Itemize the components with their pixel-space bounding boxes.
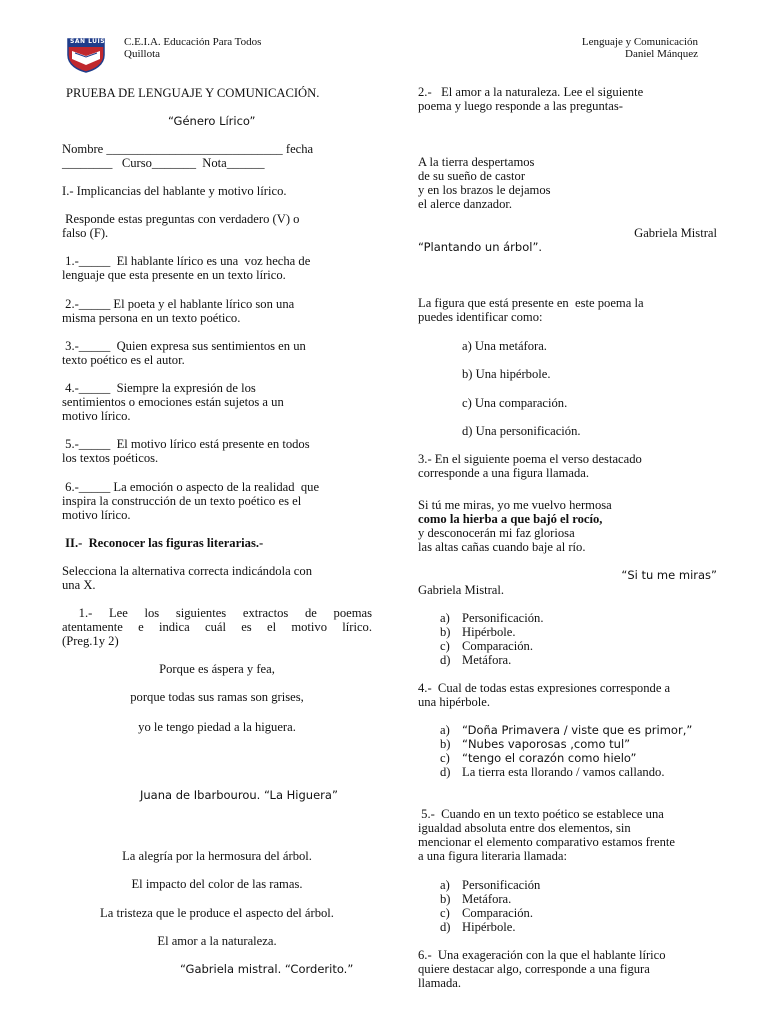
section2-title: II.- Reconocer las figuras literarias.- [62,536,264,550]
question-3: 3.-_____ Quien expresa sus sentimientos en un texto poético es el autor. [62,339,306,367]
option-4b: b) “Nubes vaporosas ,como tul” [440,737,631,751]
teacher-name: Daniel Mánquez [625,48,698,60]
question-6: 6.-_____ La emoción o aspecto de la realidad que inspira la construcción de un texto poético es el motivo lírico. [62,480,320,522]
question-1: 1.-_____ El hablante lírico es una voz hecha de lenguaje que esta presente en un texto lírico. [62,254,311,282]
figure-option-d: d) Una personificación. [462,424,581,438]
item-3: 3.- En el siguiente poema el verso destacado corresponde a una figura llamada. [418,452,642,480]
question-4: 4.-_____ Siempre la expresión de los sentimientos o emociones están sujetos a un motivo lírico. [62,381,284,423]
item-5: 5.- Cuando en un texto poético se establece una igualdad absoluta entre dos elementos, sin mencionar el elemento comparativo estamos frente a una figura literaria llamada: [418,807,676,863]
option-4: El amor a la naturaleza. [157,934,277,948]
poem3-author: Gabriela Mistral. [418,583,505,597]
section1-title: I.- Implicancias del hablante y motivo lírico. [62,184,287,198]
figure-option-b: b) Una hipérbole. [462,367,551,381]
poem1-line-1: Porque es áspera y fea, [159,662,275,676]
option-3c: c) Comparación. [440,639,533,653]
option-5b: b) Metáfora. [440,892,512,906]
option-3b: b) Hipérbole. [440,625,516,639]
course-line: ________ Curso_______ Nota______ [62,156,265,170]
name-line: Nombre ____________________________ fecha [62,142,314,156]
item-6: 6.- Una exageración con la que el hablante lírico quiere destacar algo, corresponde a una figura llamada. [418,948,666,990]
school-name: C.E.I.A. Educación Para Todos [124,36,262,48]
poem2-title: “Plantando un árbol”. [418,240,543,254]
poem2-author: Gabriela Mistral [634,226,717,240]
section1-instructions: Responde estas preguntas con verdadero (V) o falso (F). [62,212,300,240]
options-5 [440,878,540,934]
question-5: 5.-_____ El motivo lírico está presente en todos los textos poéticos. [62,437,310,465]
option-1: La alegría por la hermosura del árbol. [122,849,312,863]
logo-text: SAN LUIS [70,38,106,45]
option-4a: a) “Doña Primavera / viste que es primor,” [440,723,693,737]
option-3d: d) Metáfora. [440,653,512,667]
option-5a: a) Personificación [440,878,541,892]
options-3 [440,611,543,667]
option-3: La tristeza que le produce el aspecto del árbol. [100,906,334,920]
poem3-title: “Si tu me miras” [621,568,717,582]
subject-name: Lenguaje y Comunicación [581,36,698,48]
figure-question: La figura que está presente en este poema la puedes identificar como: [418,296,644,324]
item-4: 4.- Cual de todas estas expresiones corresponde a una hipérbole. [418,681,671,709]
school-city: Quillota [124,48,161,60]
option-3a: a) Personificación. [440,611,544,625]
option-4d: d) La tierra esta llorando / vamos callando. [440,765,665,779]
option-5c: c) Comparación. [440,906,533,920]
question-2: 2.-_____ El poeta y el hablante lírico son una misma persona en un texto poético. [62,297,295,325]
poem3: Si tú me miras, yo me vuelvo hermosa como la hierba a que bajó el rocío, y desconocerán mi faz gloriosa las altas cañas cuando baje al río. [418,498,612,554]
poem2: A la tierra despertamos de su sueño de castor y en los brazos le dejamos el alerce danzador. [418,155,551,211]
option-5d: d) Hipérbole. [440,920,516,934]
section2-instructions: Selecciona la alternativa correcta indicándola con una X. [62,564,312,592]
option-4c: c) “tengo el corazón como hielo” [440,751,637,765]
bottom-reference: “Gabriela mistral. “Corderito.” [180,962,354,976]
item-1: 1.- Lee los siguientes extractos de poemas atentamente e indica cuál es el motivo lírico. (Preg.1y 2) [62,606,372,648]
figure-option-a: a) Una metáfora. [462,339,547,353]
school-logo [66,37,106,73]
poem1-line-2: porque todas sus ramas son grises, [130,690,304,704]
options-4 [440,723,692,779]
page-subtitle: “Género Lírico” [168,114,256,128]
poem1-line-3: yo le tengo piedad a la higuera. [138,720,296,734]
poem1-author: Juana de Ibarbourou. “La Higuera” [140,788,338,802]
item-2: 2.- El amor a la naturaleza. Lee el siguiente poema y luego responde a las preguntas- [418,85,644,113]
figure-option-c: c) Una comparación. [462,396,568,410]
page-title: PRUEBA DE LENGUAJE Y COMUNICACIÓN. [66,86,320,100]
option-2: El impacto del color de las ramas. [131,877,303,891]
